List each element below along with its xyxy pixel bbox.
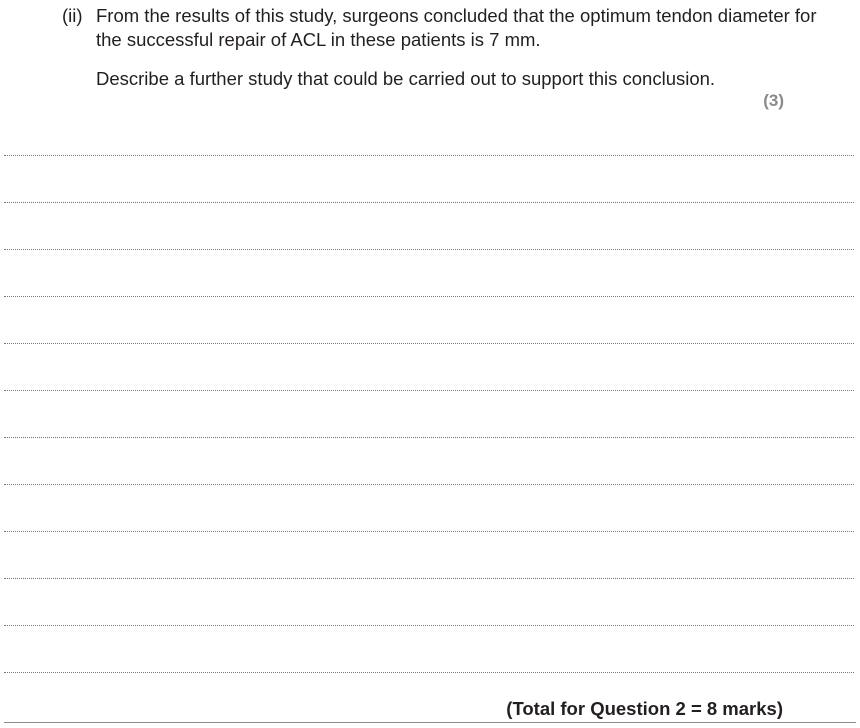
answer-line[interactable] xyxy=(4,296,854,297)
answer-line[interactable] xyxy=(4,343,854,344)
question-text: From the results of this study, surgeons concluded that the optimum tendon diameter for the successful repair of ACL in these patients is 7 mm. xyxy=(96,5,817,50)
answer-line[interactable] xyxy=(4,390,854,391)
bottom-divider xyxy=(4,722,856,723)
answer-area[interactable] xyxy=(4,0,854,700)
answer-line[interactable] xyxy=(4,672,854,673)
answer-line[interactable] xyxy=(4,578,854,579)
marks-label: (3) xyxy=(763,91,784,110)
answer-line[interactable] xyxy=(4,484,854,485)
answer-line[interactable] xyxy=(4,155,854,156)
answer-line[interactable] xyxy=(4,202,854,203)
question-instruction: Describe a further study that could be carried out to support this conclusion. xyxy=(96,68,716,89)
answer-line[interactable] xyxy=(4,437,854,438)
answer-line[interactable] xyxy=(4,531,854,532)
answer-line[interactable] xyxy=(4,249,854,250)
question-number: (ii) xyxy=(62,5,83,26)
answer-line[interactable] xyxy=(4,625,854,626)
total-marks: (Total for Question 2 = 8 marks) xyxy=(506,698,783,719)
